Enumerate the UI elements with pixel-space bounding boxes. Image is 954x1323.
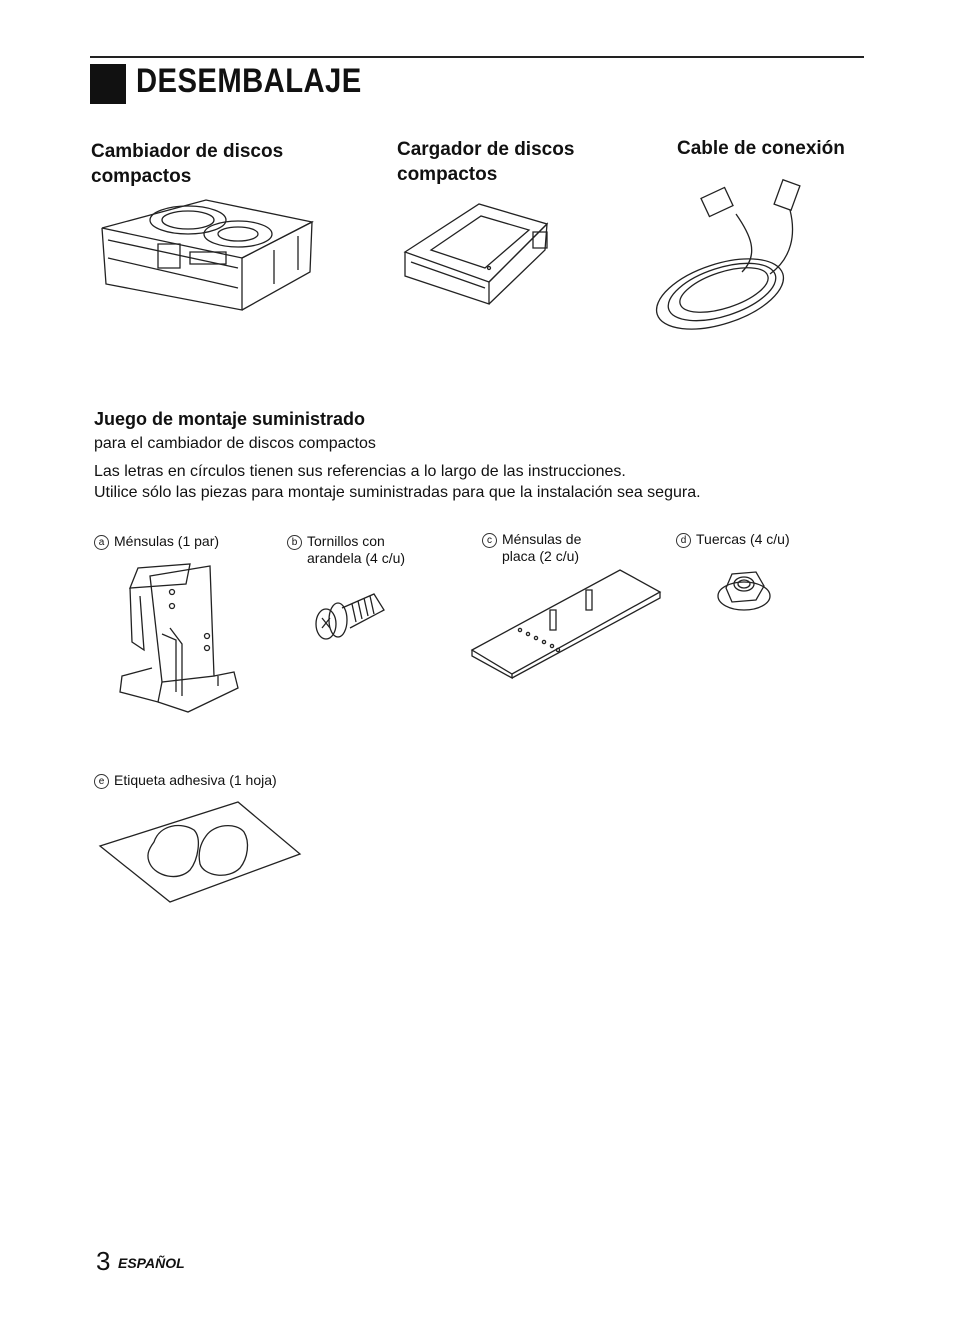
part-c-label: c Ménsulas de placa (2 c/u) <box>482 531 581 565</box>
circle-letter-e: e <box>94 774 109 789</box>
part-e-label: e Etiqueta adhesiva (1 hoja) <box>94 772 277 789</box>
cd-changer-icon <box>98 196 318 310</box>
mounting-kit-note-2: Utilice sólo las piezas para montaje suministradas para que la instalación sea segura. <box>94 484 701 501</box>
page-number: 3 <box>96 1246 111 1276</box>
bracket-pair-icon <box>110 556 240 716</box>
circle-letter-b: b <box>287 535 302 550</box>
header-rule <box>90 56 864 58</box>
circle-letter-c: c <box>482 533 497 548</box>
product-title-cable: Cable de conexión <box>677 138 845 159</box>
nut-icon <box>716 566 772 614</box>
language-label: ESPAÑOL <box>118 1255 185 1271</box>
product-title-cd-magazine: Cargador de discos compactos <box>397 139 575 185</box>
cd-magazine-icon <box>401 200 555 306</box>
washer-screw-icon <box>312 588 392 644</box>
circle-letter-a: a <box>94 535 109 550</box>
page-title: DESEMBALAJE <box>136 62 362 100</box>
product-title-cd-changer: Cambiador de discos compactos <box>91 141 284 187</box>
mounting-kit-note-1: Las letras en círculos tienen sus referencias a lo largo de las instrucciones. <box>94 463 626 480</box>
part-d-label: d Tuercas (4 c/u) <box>676 531 790 548</box>
plate-bracket-icon <box>470 566 664 678</box>
mounting-kit-title: Juego de montaje suministrado <box>94 409 366 429</box>
circle-letter-d: d <box>676 533 691 548</box>
connection-cable-icon <box>650 174 810 332</box>
part-a-label: a Ménsulas (1 par) <box>94 533 219 550</box>
part-b-label: b Tornillos con arandela (4 c/u) <box>287 533 405 567</box>
adhesive-label-sheet-icon <box>98 800 302 904</box>
mounting-kit-subtitle: para el cambiador de discos compactos <box>94 435 376 452</box>
title-marker-block <box>90 64 126 104</box>
